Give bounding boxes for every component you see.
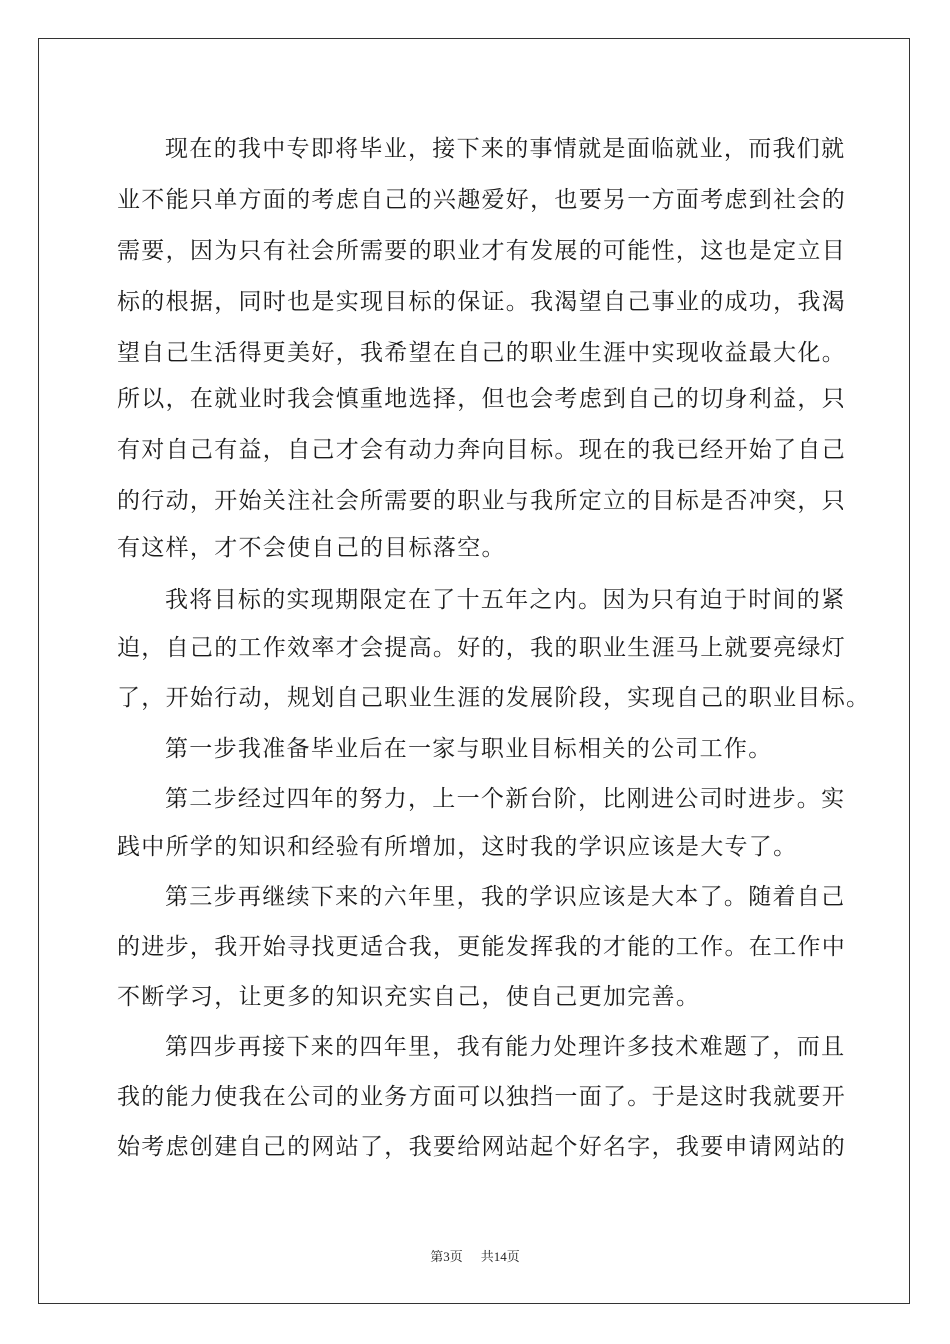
page-border — [38, 38, 910, 1304]
paragraph-1-line-4: 标的根据，同时也是实现目标的保证。我渴望自己事业的成功，我渴 — [117, 289, 846, 315]
paragraph-1-line-5: 望自己生活得更美好，我希望在自己的职业生涯中实现收益最大化。 — [117, 340, 846, 366]
paragraph-2-line-1: 我将目标的实现期限定在了十五年之内。因为只有迫于时间的紧 — [165, 587, 846, 613]
paragraph-5-line-1: 第三步再继续下来的六年里，我的学识应该是大本了。随着自己 — [165, 884, 846, 910]
paragraph-2-line-2: 迫，自己的工作效率才会提高。好的，我的职业生涯马上就要亮绿灯 — [117, 635, 846, 661]
paragraph-4-line-2: 践中所学的知识和经验有所增加，这时我的学识应该是大专了。 — [117, 834, 798, 860]
paragraph-1-line-1: 现在的我中专即将毕业，接下来的事情就是面临就业，而我们就 — [165, 136, 846, 162]
paragraph-1-line-2: 业不能只单方面的考虑自己的兴趣爱好，也要另一方面考虑到社会的 — [117, 187, 846, 213]
paragraph-4-line-1: 第二步经过四年的努力，上一个新台阶，比刚进公司时进步。实 — [165, 786, 846, 812]
paragraph-2-line-3: 了，开始行动，规划自己职业生涯的发展阶段，实现自己的职业目标。 — [117, 685, 871, 711]
paragraph-1-line-8: 的行动，开始关注社会所需要的职业与我所定立的目标是否冲突，只 — [117, 488, 846, 514]
page-footer — [0, 1246, 950, 1265]
paragraph-1-line-9: 有这样，才不会使自己的目标落空。 — [117, 535, 506, 561]
paragraph-1-line-7: 有对自己有益，自己才会有动力奔向目标。现在的我已经开始了自己 — [117, 437, 846, 463]
paragraph-3-line-1: 第一步我准备毕业后在一家与职业目标相关的公司工作。 — [165, 736, 773, 762]
paragraph-1-line-3: 需要，因为只有社会所需要的职业才有发展的可能性，这也是定立目 — [117, 238, 846, 264]
paragraph-5-line-2: 的进步，我开始寻找更适合我，更能发挥我的才能的工作。在工作中 — [117, 934, 846, 960]
page-total: 共14页 — [480, 1249, 520, 1264]
paragraph-6-line-2: 我的能力使我在公司的业务方面可以独挡一面了。于是这时我就要开 — [117, 1084, 846, 1110]
paragraph-5-line-3: 不断学习，让更多的知识充实自己，使自己更加完善。 — [117, 984, 701, 1010]
paragraph-1-line-6: 所以，在就业时我会慎重地选择，但也会考虑到自己的切身利益，只 — [117, 386, 846, 412]
page-number: 第3页 — [430, 1249, 463, 1264]
paragraph-6-line-1: 第四步再接下来的四年里，我有能力处理许多技术难题了，而且 — [165, 1034, 846, 1060]
paragraph-6-line-3: 始考虑创建自己的网站了，我要给网站起个好名字，我要申请网站的 — [117, 1134, 846, 1160]
